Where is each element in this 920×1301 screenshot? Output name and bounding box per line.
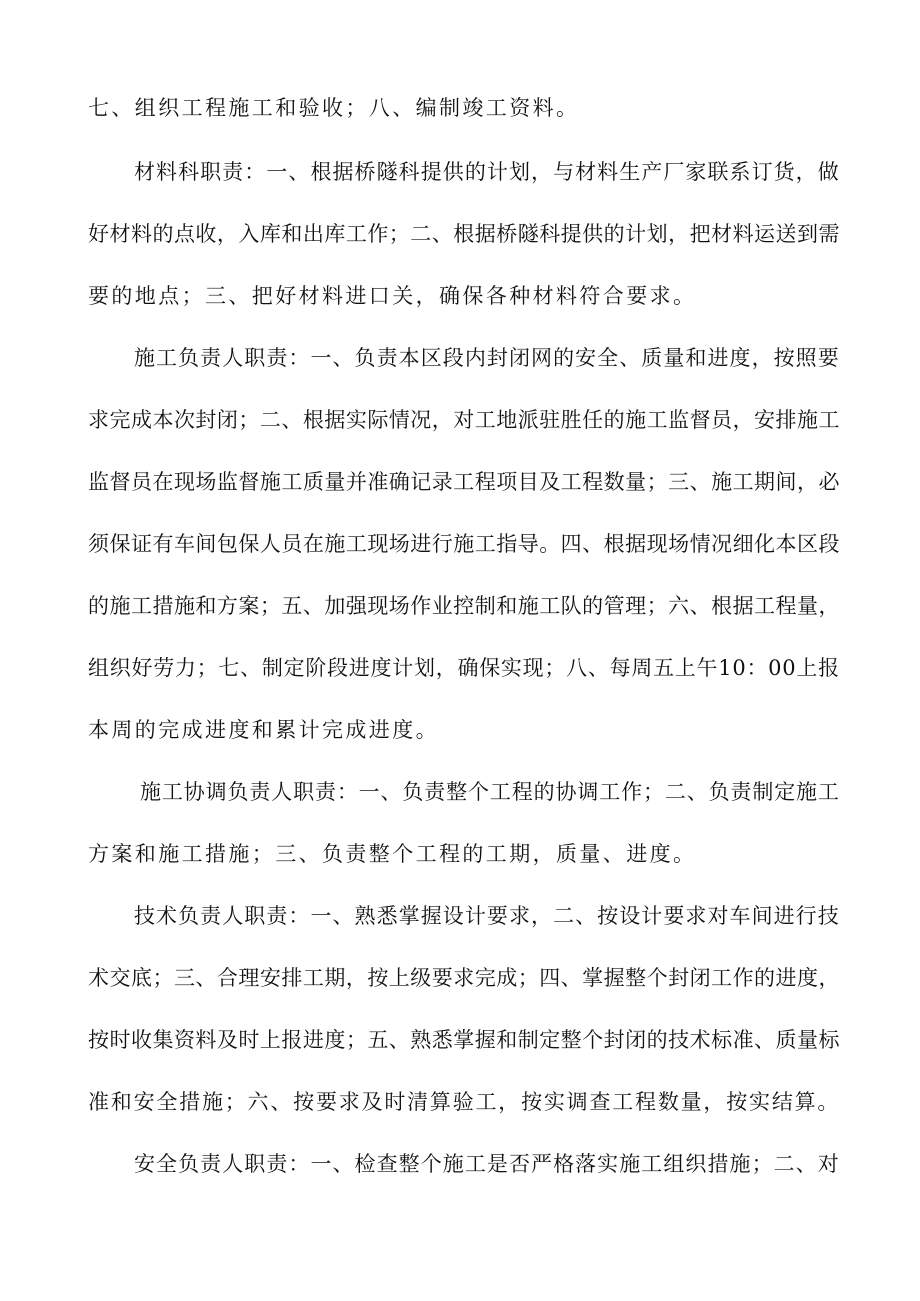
text-line: 术交底；三、合理安排工期，按上级要求完成；四、掌握整个封闭工作的进度， [88,966,840,990]
text-line: 组织好劳力；七、制定阶段进度计划，确保实现；八、每周五上午10：00上报 [88,656,840,680]
text-line: 施工负责人职责：一、负责本区段内封闭网的安全、质量和进度，按照要 [134,346,840,370]
text-line: 要的地点；三、把好材料进口关，确保各种材料符合要求。 [88,284,697,308]
text-line: 须保证有车间包保人员在施工现场进行施工指导。四、根据现场情况细化本区段 [88,532,840,556]
text-line: 安全负责人职责：一、检查整个施工是否严格落实施工组织措施；二、对 [134,1152,840,1176]
text-line: 监督员在现场监督施工质量并准确记录工程项目及工程数量；三、施工期间，必 [88,470,840,494]
text-line: 七、组织工程施工和验收；八、编制竣工资料。 [88,96,580,120]
text-line: 技术负责人职责：一、熟悉掌握设计要求，二、按设计要求对车间进行技 [134,904,840,928]
text-line: 求完成本次封闭；二、根据实际情况，对工地派驻胜任的施工监督员，安排施工 [88,408,840,432]
text-line: 的施工措施和方案；五、加强现场作业控制和施工队的管理；六、根据工程量， [88,594,840,618]
text-line: 材料科职责：一、根据桥隧科提供的计划，与材料生产厂家联系订货，做 [134,160,840,184]
text-line: 按时收集资料及时上报进度；五、熟悉掌握和制定整个封闭的技术标准、质量标 [88,1028,840,1052]
text-line: 好材料的点收，入库和出库工作；二、根据桥隧科提供的计划，把材料运送到需 [88,222,840,246]
text-line: 方案和施工措施；三、负责整个工程的工期，质量、进度。 [88,842,697,866]
text-line: 准和安全措施；六、按要求及时清算验工，按实调查工程数量，按实结算。 [88,1090,841,1114]
text-line: 施工协调负责人职责：一、负责整个工程的协调工作；二、负责制定施工 [140,780,840,804]
text-line: 本周的完成进度和累计完成进度。 [88,718,439,742]
